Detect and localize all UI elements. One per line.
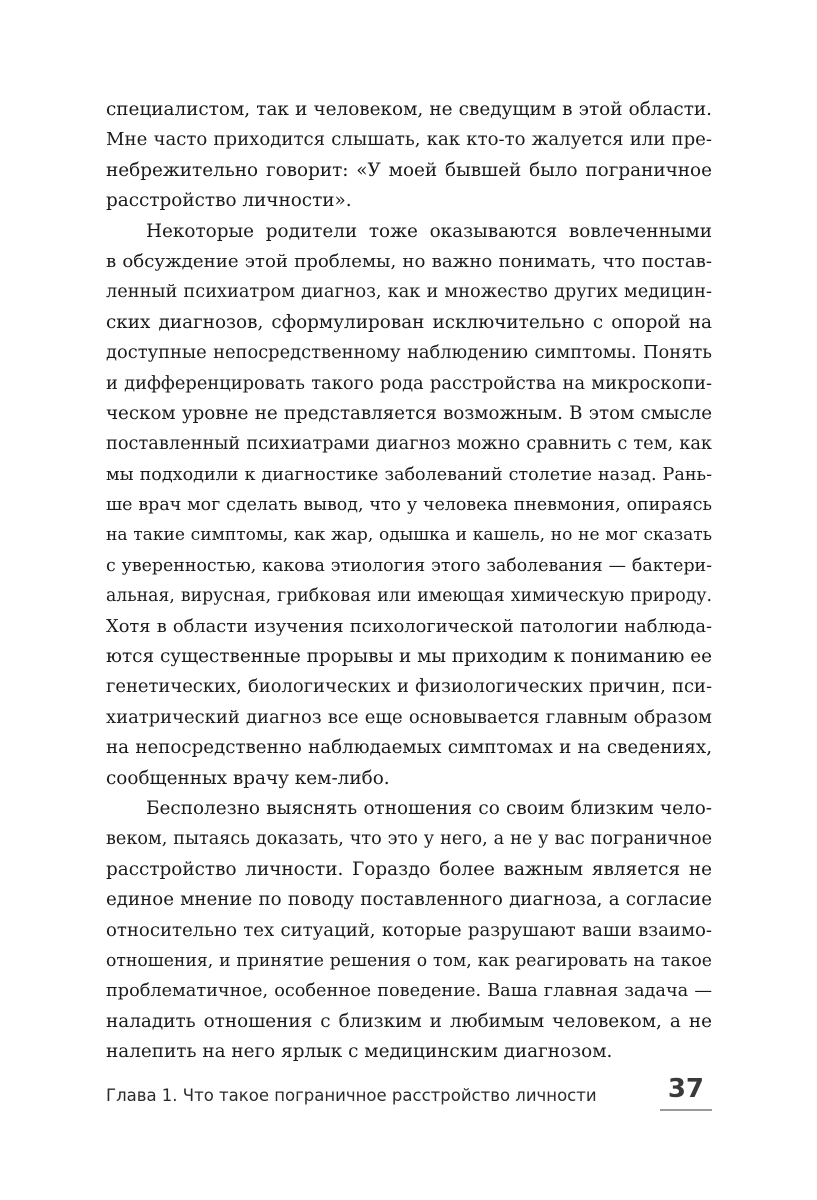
text-line: ских диагнозов, сформулирован исключительно с опорой на [106, 311, 712, 333]
page-footer [106, 1072, 712, 1112]
text-line: относительно тех ситуаций, которые разрушают ваши взаимо- [106, 919, 712, 941]
paragraph [106, 95, 712, 217]
text-line: отношения, и принятие решения о том, как реагировать на такое [106, 950, 712, 971]
text-line: на такие симптомы, как жар, одышка и кашель, но не мог сказать [106, 525, 712, 546]
text-line: налепить на него ярлык с медицинским диагнозом. [106, 1041, 613, 1063]
text-line: ше врач мог сделать вывод, что у человека пневмония, опираясь [106, 495, 712, 516]
text-line: единое мнение по поводу поставленного диагноза, а согласие [106, 889, 712, 911]
text-line: проблематичное, особенное поведение. Ваша главная задача — [106, 981, 712, 1002]
text-line: на непосредственно наблюдаемых симптомах и на сведениях, [106, 737, 712, 759]
text-line: Мне часто приходится слышать, как кто-то жалуется или пре- [106, 129, 712, 151]
text-line: веком, пытаясь доказать, что это у него, а не у вас пограничное [106, 829, 712, 850]
text-line: альная, вирусная, грибковая или имеющая химическую природу. [106, 586, 712, 607]
text-line: сообщенных врачу кем-либо. [106, 767, 390, 789]
text-line: и дифференцировать такого рода расстройства на микроскопи- [106, 372, 712, 394]
page-number: 37 [667, 1074, 704, 1104]
text-line: доступные непосредственному наблюдению симптомы. Понять [106, 342, 712, 364]
text-line: наладить отношения с близким и любимым человеком, а не [106, 1010, 712, 1032]
text-line: специалистом, так и человеком, не сведущим в этой области. [106, 99, 712, 120]
text-line: ческом уровне не представляется возможным. В этом смысле [106, 402, 712, 424]
text-line: небрежительно говорит: «У моей бывшей было пограничное [106, 159, 712, 181]
running-head: Глава 1. Что такое пограничное расстройство личности [106, 1086, 597, 1105]
text-line: мы подходили к диагностике заболеваний столетие назад. Рань- [106, 464, 712, 485]
text-line: Хотя в области изучения психологической патологии наблюда- [106, 615, 712, 637]
text-line: расстройство личности». [106, 190, 352, 212]
text-line: генетических, биологических и физиологических причин, пси- [106, 676, 712, 698]
text-line: ются существенные прорывы и мы приходим к пониманию ее [106, 646, 712, 668]
paragraph [106, 794, 712, 1068]
text-line: Некоторые родители тоже оказываются вовлеченными [146, 220, 712, 242]
text-line: с уверенностью, какова этиология этого заболевания — бактери- [106, 555, 712, 576]
text-line: ленный психиатром диагноз, как и множество других медицин- [106, 282, 712, 303]
text-line: хиатрический диагноз все еще основывается главным образом [106, 706, 712, 728]
body-text [106, 95, 712, 1068]
text-line: Бесполезно выяснять отношения со своим близким чело- [146, 797, 712, 819]
text-line: расстройство личности. Гораздо более важным является не [106, 858, 712, 880]
text-line: поставленный психиатрами диагноз можно сравнить с тем, как [106, 434, 712, 455]
page-number-rule [660, 1109, 712, 1111]
paragraph [106, 217, 712, 794]
text-line: в обсуждение этой проблемы, но важно понимать, что постав- [106, 250, 712, 272]
